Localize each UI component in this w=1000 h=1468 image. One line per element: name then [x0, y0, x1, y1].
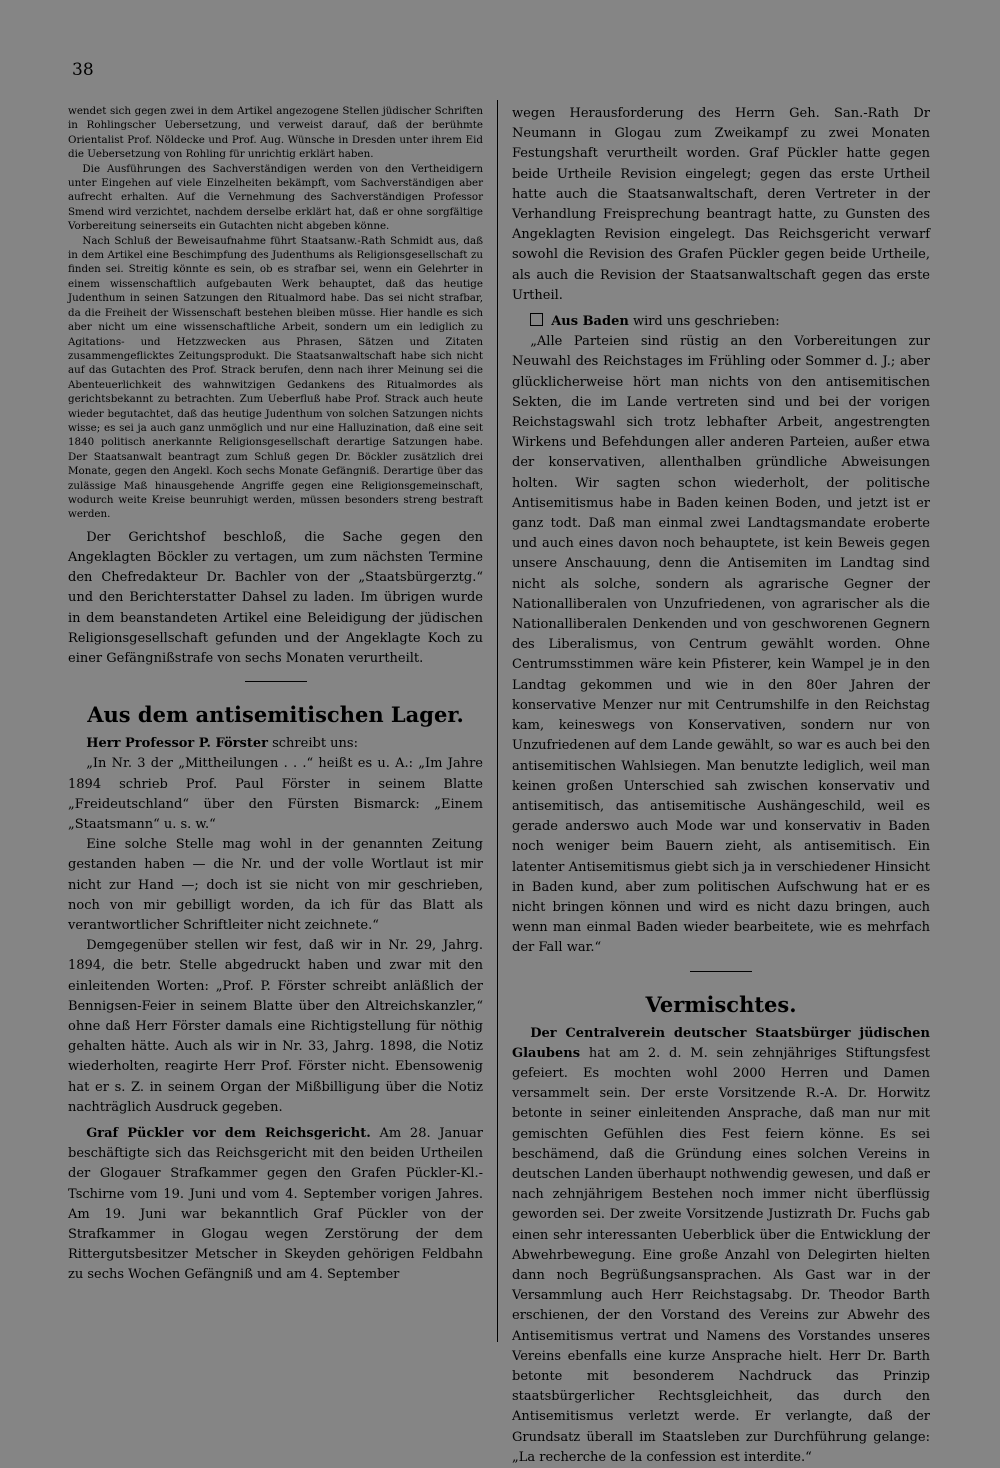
section-title-miscellaneous: Vermischtes.	[645, 991, 797, 1017]
section-divider	[690, 971, 752, 972]
paragraph-editorial-reply: Demgegenüber stellen wir fest, daß wir in Nr. 29, Jahrg. 1894, die betr. Stelle abgedruckt haben und zwar mit den einleitenden Worten: „Prof. P. Förster schreibt anläßlich der Bennigsen-Feier in seinem Blatte über den Altreichskanzler,“ ohne daß Herr Förster damals eine Richtigstellung für nöthig gehalten hätte. Auch als wir in Nr. 33, Jahrg. 1898, die Notiz wiederholten, reagirte Herr Prof. Förster nicht. Ebensowenig hat er s. Z. in seinem Organ der Mißbilligung über die Notiz nachträglich Ausdruck gegeben.	[68, 938, 483, 1115]
column-divider	[497, 100, 498, 1342]
section-title-antisemitic-camp: Aus dem antisemitischen Lager.	[87, 702, 464, 728]
puckler-heading: Graf Pückler vor dem Reichsgericht.	[86, 1126, 371, 1142]
paragraph-defense-arguments: Die Ausführungen des Sachverständigen werden von den Vertheidigern unter Eingehen auf viele Einzelheiten bekämpft, vom Sachverständigen aber aufrecht erhalten. Auf die Vernehmung des Sachverständigen Professor Smend wird verzichtet, nachdem derselbe erklärt hat, daß er ohne sorgfältige Vorbereitung seinerseits ein Gutachten nicht abgeben könne.	[68, 162, 483, 233]
baden-heading-tail: wird uns geschrieben:	[632, 314, 780, 330]
left-column	[68, 104, 483, 1286]
square-marker-icon	[530, 313, 543, 326]
forster-heading: Herr Professor P. Förster	[86, 736, 268, 752]
paragraph-rohling-translation: wendet sich gegen zwei in dem Artikel angezogene Stellen jüdischer Schriften in Rohlingscher Uebersetzung, und verweist darauf, daß der berühmte Orientalist Prof. Nöldecke und Prof. Aug. Wünsche in Dresden unter ihrem Eid die Uebersetzung von Rohling für unrichtig erklärt haben.	[68, 105, 483, 161]
page-number: 38	[72, 60, 94, 80]
section-divider	[245, 681, 307, 682]
paragraph-puckler	[68, 1124, 483, 1286]
forster-heading-tail: schreibt uns:	[272, 736, 358, 752]
paragraph-forster-denial: Eine solche Stelle mag wohl in der genannten Zeitung gestanden haben — die Nr. und der volle Wortlaut ist mir nicht zur Hand —; doch ist sie nicht von mir geschrieben, noch von mir gebilligt worden, da ich für das Blatt als verantwortlicher Schriftleiter nicht zeichnete.“	[68, 837, 483, 934]
paragraph-baden-intro	[512, 312, 930, 332]
centralverein-body: hat am 2. d. M. sein zehnjähriges Stiftungsfest gefeiert. Es mochten wohl 2000 Herren und Damen versammelt sein. Der erste Vorsitzende R.-A. Dr. Horwitz betonte in seiner einleitenden Ansprache, daß man nur mit gemischten Gefühlen dies Fest feiern könne. Es sei beschämend, daß die Gründung eines solchen Vereins in deutschen Landen überhaupt nothwendig gewesen, und daß er nach zehnjährigem Bestehen noch immer nicht überflüssig geworden sei. Der zweite Vorsitzende Justizrath Dr. Fuchs gab einen sehr interessanten Ueberblick über die Entwicklung der Abwehrbewegung. Eine große Anzahl von Delegirten hielten dann noch Begrüßungsansprachen. Als Gast war in der Versammlung auch Herr Reichstagsabg. Dr. Theodor Barth erschienen, der den Vorstand des Vereins zur Abwehr des Antisemitismus vertrat und Namens des Vorstandes unseres Vereins ebenfalls eine kurze Ansprache hielt. Herr Dr. Barth betonte mit besonderem Nachdruck das Prinzip staatsbürgerlicher Rechtsgleichheit, das durch den Antisemitismus verletzt werde. Er verlangte, daß der Grundsatz überall im Staatsleben zur Durchführung gelange: „La recherche de la confession est interdite.“	[512, 1045, 930, 1465]
paragraph-forster-intro	[68, 734, 483, 754]
puckler-body: Am 28. Januar beschäftigte sich das Reichsgericht mit den beiden Urtheilen der Glogauer Strafkammer gegen den Grafen Pückler-Kl.-Tschirne vom 19. Juni und vom 4. September vorigen Jahres. Am 19. Juni war bekanntlich Graf Pückler von der Strafkammer in Glogau wegen Zerstörung der dem Rittergutsbesitzer Metscher in Skeyden gehörigen Feldbahn zu sechs Wochen Gefängniß und am 4. September	[68, 1126, 484, 1283]
baden-heading: Aus Baden	[551, 314, 629, 330]
paragraph-baden-report: „Alle Parteien sind rüstig an den Vorbereitungen zur Neuwahl des Reichstages im Frühling oder Sommer d. J.; aber glücklicherweise hört man nichts von den antisemitischen Sekten, die im Lande vertreten sind und bei der vorigen Reichstagswahl sich trotz lebhafter Arbeit, angestrengten Wirkens und Befehdungen aller anderen Parteien, außer etwa der konservativen, allenthalben gründliche Abweisungen holten. Wir sagten schon wiederholt, der politische Antisemitismus habe in Baden keinen Boden, und jetzt ist er ganz todt. Daß man einmal zwei Landtagsmandate eroberte und auch eines davon noch behauptete, ist kein Beweis gegen unsere Anschauung, denn die Antisemiten im Landtag sind nicht als solche, sondern als agrarische Gegner der Nationalliberalen von Unzufriedenen, von agrarischer als die Nationalliberalen Denkenden und von geschworenen Gegnern des Liberalismus, von Centrum gewählt worden. Ohne Centrumsstimmen wäre kein Pfisterer, kein Wampel je in den Landtag gekommen und wie in den 80er Jahren der konservative Menzer nur mit Centrumshilfe in den Reichstag kam, keineswegs von Konservativen, sondern nur von Unzufriedenen auf dem Lande gewählt, so war es auch bei den antisemitischen Wahlsiegen. Man benutzte lediglich, weil man keinen großen Unterschied sah zwischen konservativ und antisemitisch, das antisemitische Aushängeschild, weil es gerade anderswo auch Mode war und konservativ in Baden noch weniger beim Bauern zieht, als antisemitisch. Ein latenter Antisemitismus giebt sich ja in verschiedener Hinsicht in Baden kund, aber zum politischen Aufschwung hat er es nicht bringen können und wird es nicht dazu bringen, auch wenn man einmal Baden wieder bearbeitete, wie es mehrfach der Fall war.“	[512, 334, 930, 956]
right-column	[512, 104, 930, 1468]
paragraph-court-verdict: Der Gerichtshof beschloß, die Sache gegen den Angeklagten Böckler zu vertagen, um zum nächsten Termine den Chefredakteur Dr. Bachler von der „Staatsbürgerztg.“ und den Berichterstatter Dahsel zu laden. Im übrigen wurde in dem beanstandeten Artikel eine Beleidigung der jüdischen Religionsgesellschaft gefunden und der Angeklagte Koch zu einer Gefängnißstrafe von sechs Monaten verurtheilt.	[68, 529, 483, 666]
centralverein-heading: Der Centralverein deutscher Staatsbürger jüdischen Glaubens	[512, 1025, 930, 1061]
paragraph-prosecutor-speech: Nach Schluß der Beweisaufnahme führt Staatsanw.-Rath Schmidt aus, daß in dem Artikel eine Beschimpfung des Judenthums als Religionsgesellschaft zu finden sei. Streitig könnte es sein, ob es strafbar sei, wenn ein Gelehrter in einem wissenschaftlich aufgebauten Werk behauptet, daß das heutige Judenthum in seinen Satzungen den Ritualmord habe. Das sei nicht strafbar, da die Freiheit der Wissenschaft bestehen bleiben müsse. Hier handle es sich aber nicht um eine wissenschaftliche Arbeit, sondern um ein lediglich zu Agitations- und Hetzzwecken aus Phrasen, Sätzen und Zitaten zusammengeflicktes Zeitungsprodukt. Die Staatsanwaltschaft habe sich nicht auf das Gutachten des Prof. Strack berufen, denn nach ihrer Meinung sei die Abenteuerlichkeit des wahnwitzigen Gedankens des Ritualmordes als gerichtsbekannt zu betrachten. Zum Ueberfluß habe Prof. Strack auch heute wieder begutachtet, daß das heutige Judenthum von solchen Satzungen nichts wisse; es sei ja auch ganz unmöglich und nur eine Halluzination, daß eine seit 1840 politisch anerkannte Religionsgesellschaft derartige Satzungen habe. Der Staatsanwalt beantragt zum Schluß gegen Dr. Böckler zusätzlich drei Monate, gegen den Angekl. Koch sechs Monate Gefängniß. Derartige über das zulässige Maß hinausgehende Angriffe gegen eine Religionsgemeinschaft, wodurch weite Kreise beunruhigt werden, müssen besonders streng bestraft werden.	[68, 234, 483, 521]
paragraph-centralverein	[512, 1024, 930, 1468]
paragraph-forster-quote: „In Nr. 3 der „Mittheilungen . . .“ heißt es u. A.: „Im Jahre 1894 schrieb Prof. Paul Förster in seinem Blatte „Freideutschland“ über den Fürsten Bismarck: „Einem „Staatsmann“ u. s. w.“	[68, 756, 483, 833]
paragraph-puckler-continued: wegen Herausforderung des Herrn Geh. San.-Rath Dr Neumann in Glogau zum Zweikampf zu zwei Monaten Festungshaft verurtheilt worden. Graf Pückler hatte gegen beide Urtheile Revision eingelegt; gegen das erste Urtheil hatte auch die Staatsanwaltschaft, deren Vertreter in der Verhandlung Freisprechung beantragt hatte, zu Gunsten des Angeklagten Revision eingelegt. Das Reichsgericht verwarf sowohl die Revision des Grafen Pückler gegen beide Urtheile, als auch die Revision der Staatsanwaltschaft gegen das erste Urtheil.	[512, 106, 930, 303]
